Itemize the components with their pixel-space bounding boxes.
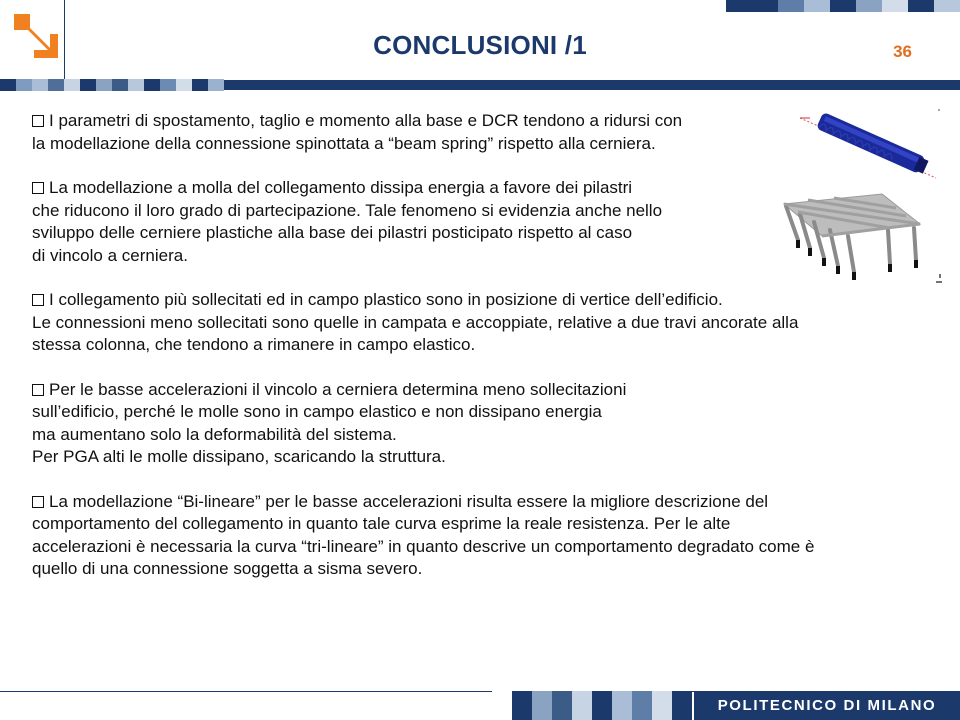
paragraph-line: la modellazione della connessione spinottata a “beam spring” rispetto alla cerniera. [32,133,656,153]
paragraph-line: Per le basse accelerazioni il vincolo a cerniera determina meno sollecitazioni [49,379,627,399]
checkbox-bullet-icon [32,182,44,194]
paragraph-line: ma aumentano solo la deformabilità del sistema. [32,424,397,444]
paragraph-line: La modellazione “Bi-lineare” per le basse accelerazioni risulta essere la migliore descrizione del [49,491,769,511]
bullet-paragraph [32,491,942,581]
paragraph-line: I collegamento più sollecitati ed in campo plastico sono in posizione di vertice dell’edificio. [49,290,723,309]
bullet-paragraph [32,379,942,469]
paragraph-line: La modellazione a molla del collegamento dissipa energia a favore dei pilastri [49,178,633,197]
paragraph-line: I parametri di spostamento, taglio e momento alla base e DCR tendono a ridursi con [49,111,683,130]
paragraph-line: sull’edificio, perché le molle sono in campo elastico e non dissipano energia [32,402,602,421]
paragraph-line: quello di una connessione soggetta a sisma severo. [32,559,423,578]
header-decoration [700,0,960,14]
checkbox-bullet-icon [32,496,44,508]
slide-number: 36 [893,42,912,61]
checkbox-bullet-icon [32,294,44,306]
page-title: CONCLUSIONI /1 [373,30,587,60]
paragraph-line: comportamento del collegamento in quanto tale curva esprime la reale resistenza. Per le alte [32,514,731,533]
footer-decoration [492,691,692,720]
beam-spring-figure [796,104,942,184]
structural-frame-figure [778,186,946,290]
checkbox-bullet-icon [32,115,44,127]
institution-footer: POLITECNICO DI MILANO [694,691,960,720]
paragraph-line: sviluppo delle cerniere plastiche alla base dei pilastri posticipato rispetto al caso [32,223,633,242]
header-band-squares [0,79,224,91]
paragraph-line: accelerazioni è necessaria la curva “tri-lineare” in quanto descrive un comportamento degradato come è [32,536,815,556]
paragraph-line: stessa colonna, che tendono a rimanere in campo elastico. [32,335,476,354]
paragraph-line: che riducono il loro grado di partecipazione. Tale fenomeno si evidenzia anche nello [32,200,663,220]
paragraph-line: Per PGA alti le molle dissipano, scaricando la struttura. [32,447,446,466]
checkbox-bullet-icon [32,384,44,396]
paragraph-line: di vincolo a cerniera. [32,245,188,265]
bullet-paragraph [32,289,942,357]
paragraph-line: Le connessioni meno sollecitati sono quelle in campata e accoppiate, relative a due travi ancorate alla [32,312,799,332]
